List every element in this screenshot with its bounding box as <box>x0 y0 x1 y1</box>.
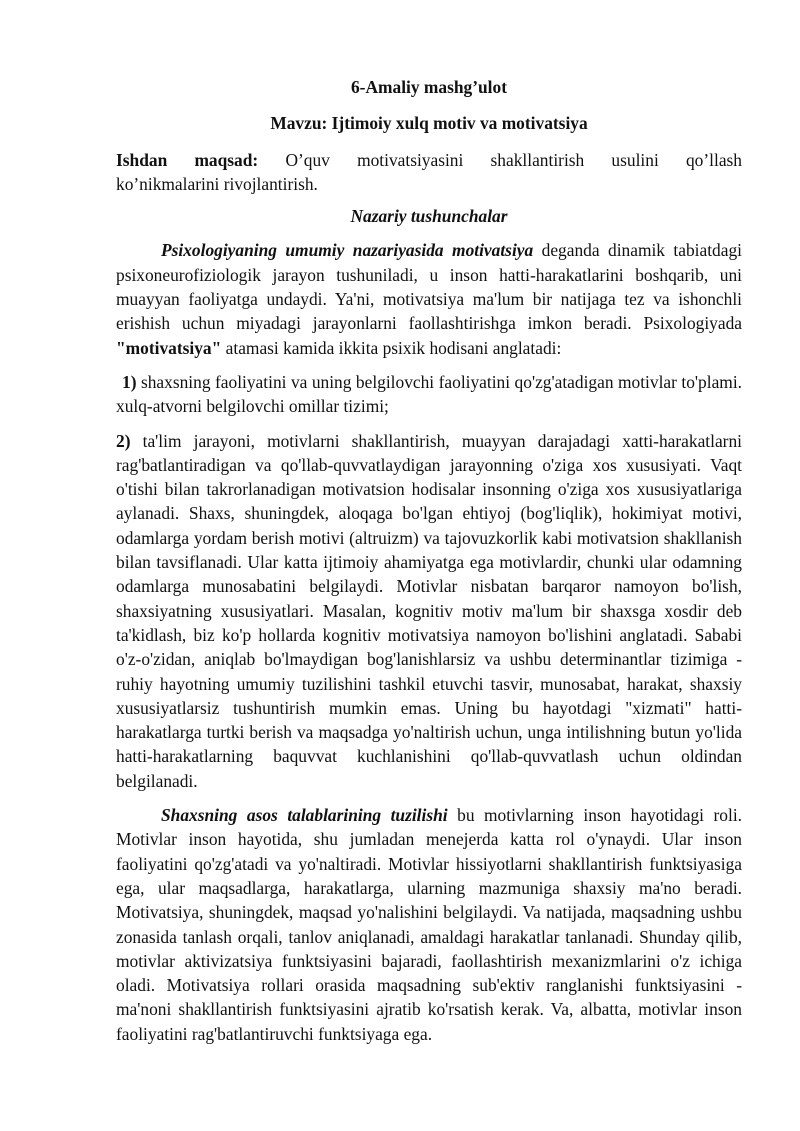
section-title: Nazariy tushunchalar <box>350 206 508 227</box>
goal-paragraph <box>116 148 742 197</box>
list-item-1 <box>116 370 742 419</box>
lesson-title: 6-Amaliy mashg’ulot <box>350 77 508 97</box>
paragraph-lead: Shaxsning asos talablarining tuzilishi <box>161 805 448 826</box>
list-item-number: 1) <box>122 371 137 392</box>
topic-heading: Mavzu: Ijtimoiy xulq motiv va motivatsiya <box>270 113 588 134</box>
paragraph-structure <box>116 803 742 1046</box>
goal-label: Ishdan maqsad: <box>116 149 259 170</box>
goal-line-1 <box>116 148 742 172</box>
paragraph-text: bu motivlarning inson hayotidagi roli. Motivlar inson hayotida, shu jumladan menejerda katta rol o'ynaydi. Ular inson faoliyatini qo'zg'atadi va yo'naltiradi. Motivlar hissiyotlarni shakllantirish funktsiyasiga ega, ular maqsadlarga, harakatlarga, ularning mazmuniga shaxsiy ma'no beradi. Motivatsiya, shuningdek, maqsad yo'nalishini belgilaydi. Va natijada, maqsadning ushbu zonasida tanlash orqali, tanlov aniqlanadi, amaldagi harakatlar tanlanadi. Shunday qilib, motivlar aktivizatsiya funktsiyasini bajaradi, faollashtirish mexanizmlarini o'z ichiga oladi. Motivatsiya rollari orasida maqsadning sub'ektiv ranglanishi funktsiyasini - ma'noni shakllantirish funktsiyasini ajratib ko'rsatish kerak. Va, albatta, motivlar inson faoliyatini rag'batlantiruvchi funktsiyaga ega. <box>116 805 742 1044</box>
paragraph-text: deganda dinamik tabiatdagi psixoneurofiziologik jarayon tushuniladi, u inson hatti-harakatlarini boshqarib, uni muayyan faoliyatga undaydi. Ya'ni, motivatsiya ma'lum bir natijaga tez va ishonchli erishish uchun miyadagi jarayonlarni faollashtirishga imkon beradi. Psixologiyada <box>116 240 742 334</box>
list-item-number: 2) <box>116 430 131 451</box>
paragraph-motivation <box>116 238 742 359</box>
list-item-text: shaxsning faoliyatini va uning belgilovchi faoliyatini qo'zg'atadigan motivlar to'plami. xulq-atvorni belgilovchi omillar tizimi; <box>116 371 742 417</box>
paragraph-text: atamasi kamida ikkita psixik hodisani anglatadi: <box>221 337 562 358</box>
term-motivatsiya: "motivatsiya" <box>116 337 222 358</box>
paragraph-lead: Psixologiyaning umumiy nazariyasida motivatsiya <box>161 240 534 261</box>
goal-text-1: O’quv motivatsiyasini shakllantirish usulini qo’llash <box>285 149 743 170</box>
list-item-text: ta'lim jarayoni, motivlarni shakllantirish, muayyan darajadagi xatti-harakatlarni rag'batlantiradigan va qo'llab-quvvatlaydigan jarayonning o'ziga xos xususiyati. Vaqt o'tishi bilan takrorlanadigan motivatsion hodisalar insonning o'ziga xos xususiyatlariga aylanadi. Shaxs, shuningdek, aloqaga bo'lgan ehtiyoj (bog'liqlik), hokimiyat motivi, odamlarga yordam berish motivi (altruizm) va tajovuzkorlik kabi motivatsion shakllanish bilan tavsiflanadi. Ular katta ijtimoiy ahamiyatga ega motivlardir, chunki ular odamning odamlarga munosabatini belgilaydi. Motivlar nisbatan barqaror namoyon bo'lish, shaxsiyatning xususiyatlari. Masalan, kognitiv motiv ma'lum bir shaxsga xosdir deb ta'kidlash, biz ko'p hollarda kognitiv motivatsiya namoyon bo'lishini anglatadi. Sababi o'z-o'zidan, aniqlab bo'lmaydigan bog'lanishlarsiz va ushbu determinantlar tizimiga - ruhiy hayotning umumiy tuzilishini tashkil etuvchi tasvir, munosabat, harakat, shaxsiy xususiyatlarsiz tushuntirish mumkin emas. Uning bu hayotdagi "xizmati" hatti-harakatlarga turtki berish va maqsadga yo'naltirish uchun, unga intilishning butun yo'lida hatti-harakatlarning baquvvat kuchlanishini qo'llab-quvvatlash uchun oldindan belgilanadi. <box>116 430 742 791</box>
list-item-2 <box>116 429 742 793</box>
goal-text-2: ko’nikmalarini rivojlantirish. <box>116 173 318 194</box>
